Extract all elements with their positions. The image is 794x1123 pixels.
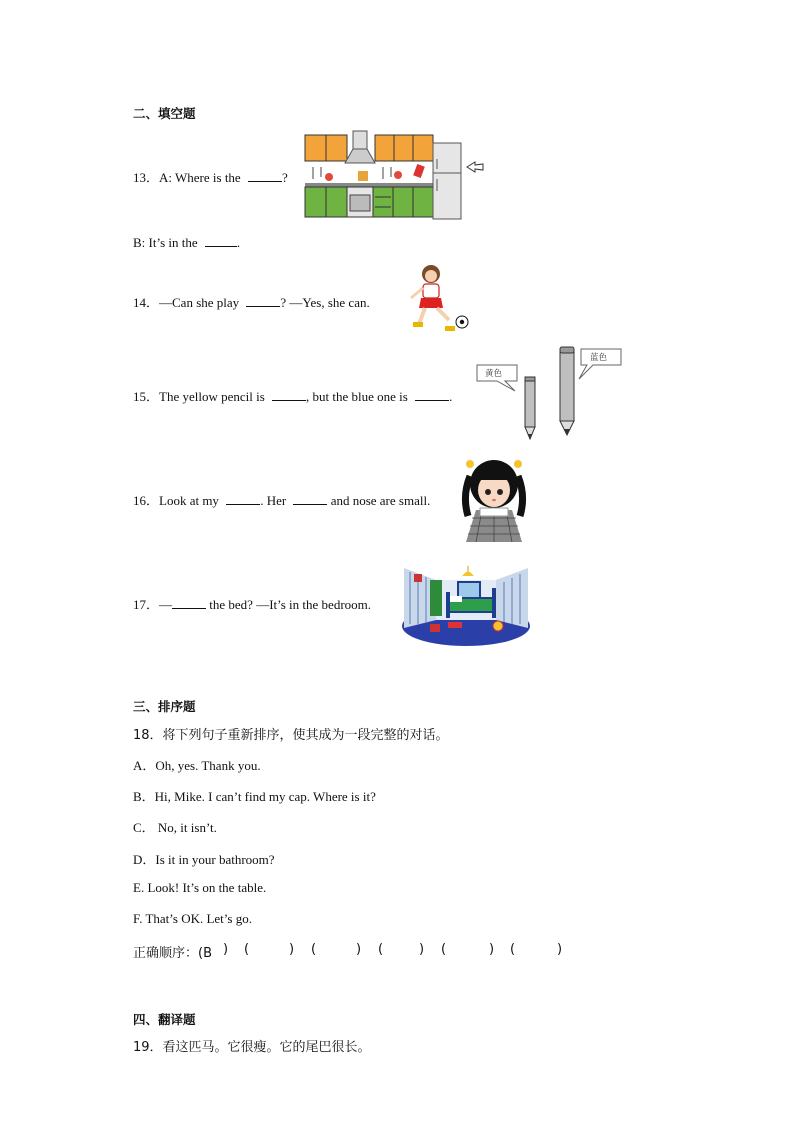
q15-end: . — [449, 389, 453, 404]
question-13-line-a — [133, 167, 288, 186]
kitchen-image — [303, 131, 483, 223]
q16-mid: . Her — [260, 493, 287, 508]
q14-text: 14．—Can she play — [133, 295, 240, 310]
answer-slot-open-3[interactable]: ( — [311, 942, 317, 957]
q16-blank-2[interactable] — [293, 493, 327, 505]
q13-a-end: ? — [281, 170, 288, 185]
section-heading-order: 三、排序题 — [133, 699, 196, 714]
q14-blank[interactable] — [246, 295, 280, 307]
section-heading-fill: 二、填空题 — [133, 106, 196, 121]
bedroom-image — [400, 558, 532, 648]
section-heading-translate: 四、翻译题 — [133, 1012, 196, 1027]
q15-blank-1[interactable] — [272, 389, 306, 401]
q15-text: 15．The yellow pencil is — [133, 389, 265, 404]
q13-a-text: 13．A: Where is the — [133, 170, 241, 185]
q15-blank-2[interactable] — [415, 389, 449, 401]
q16-text: 16．Look at my — [133, 493, 219, 508]
answer-label: 正确顺序：( — [133, 946, 204, 961]
q15-mid: , but the blue one is — [306, 389, 408, 404]
q17-end: the bed? —It’s in the bedroom. — [209, 597, 372, 612]
answer-slot-close-3[interactable]: ) — [356, 942, 362, 957]
doll-image — [458, 456, 530, 546]
question-15 — [133, 386, 452, 405]
q18-prompt: 18．将下列句子重新排序，使其成为一段完整的对话。 — [133, 728, 449, 743]
answer-slot-close-6[interactable]: ) — [557, 942, 563, 957]
q16-end: and nose are small. — [330, 493, 431, 508]
question-16 — [133, 490, 430, 509]
q16-blank-1[interactable] — [226, 493, 260, 505]
q17-blank[interactable] — [172, 597, 206, 609]
q13-blank-1[interactable] — [248, 170, 282, 182]
q13-b-end: . — [236, 235, 241, 250]
answer-order-line — [133, 942, 212, 961]
q19-prompt: 19．看这匹马。它很瘦。它的尾巴很长。 — [133, 1040, 371, 1055]
question-13-line-b — [133, 235, 240, 251]
option-e: E. Look! It’s on the table. — [133, 880, 267, 895]
answer-slot-open-2[interactable]: ( — [244, 942, 250, 957]
answer-slot-open-5[interactable]: ( — [441, 942, 447, 957]
answer-slot-open-4[interactable]: ( — [378, 942, 384, 957]
label-blue: 蓝色 — [590, 353, 608, 363]
option-b: B．Hi, Mike. I can’t find my cap. Where is it? — [133, 789, 376, 804]
question-17 — [133, 594, 371, 613]
answer-slot-close-4[interactable]: ) — [419, 942, 425, 957]
q13-b-text: B: It’s in the — [133, 235, 198, 250]
girl-football-image — [405, 262, 475, 338]
answer-slot-close-1: ) — [223, 942, 229, 957]
q13-blank-2[interactable] — [205, 235, 237, 247]
option-c: C． No, it isn’t. — [133, 820, 217, 835]
answer-slot-open-6[interactable]: ( — [510, 942, 516, 957]
answer-first: B — [203, 946, 212, 961]
option-a: A．Oh, yes. Thank you. — [133, 758, 261, 773]
label-yellow: 黄色 — [485, 369, 503, 379]
answer-slot-close-2[interactable]: ) — [289, 942, 295, 957]
option-d: D．Is it in your bathroom? — [133, 852, 275, 867]
question-14 — [133, 292, 370, 311]
answer-slot-close-5[interactable]: ) — [489, 942, 495, 957]
option-f: F. That’s OK. Let’s go. — [133, 911, 252, 926]
q14-end: ? —Yes, she can. — [280, 295, 370, 310]
q17-text: 17．— — [133, 597, 173, 612]
